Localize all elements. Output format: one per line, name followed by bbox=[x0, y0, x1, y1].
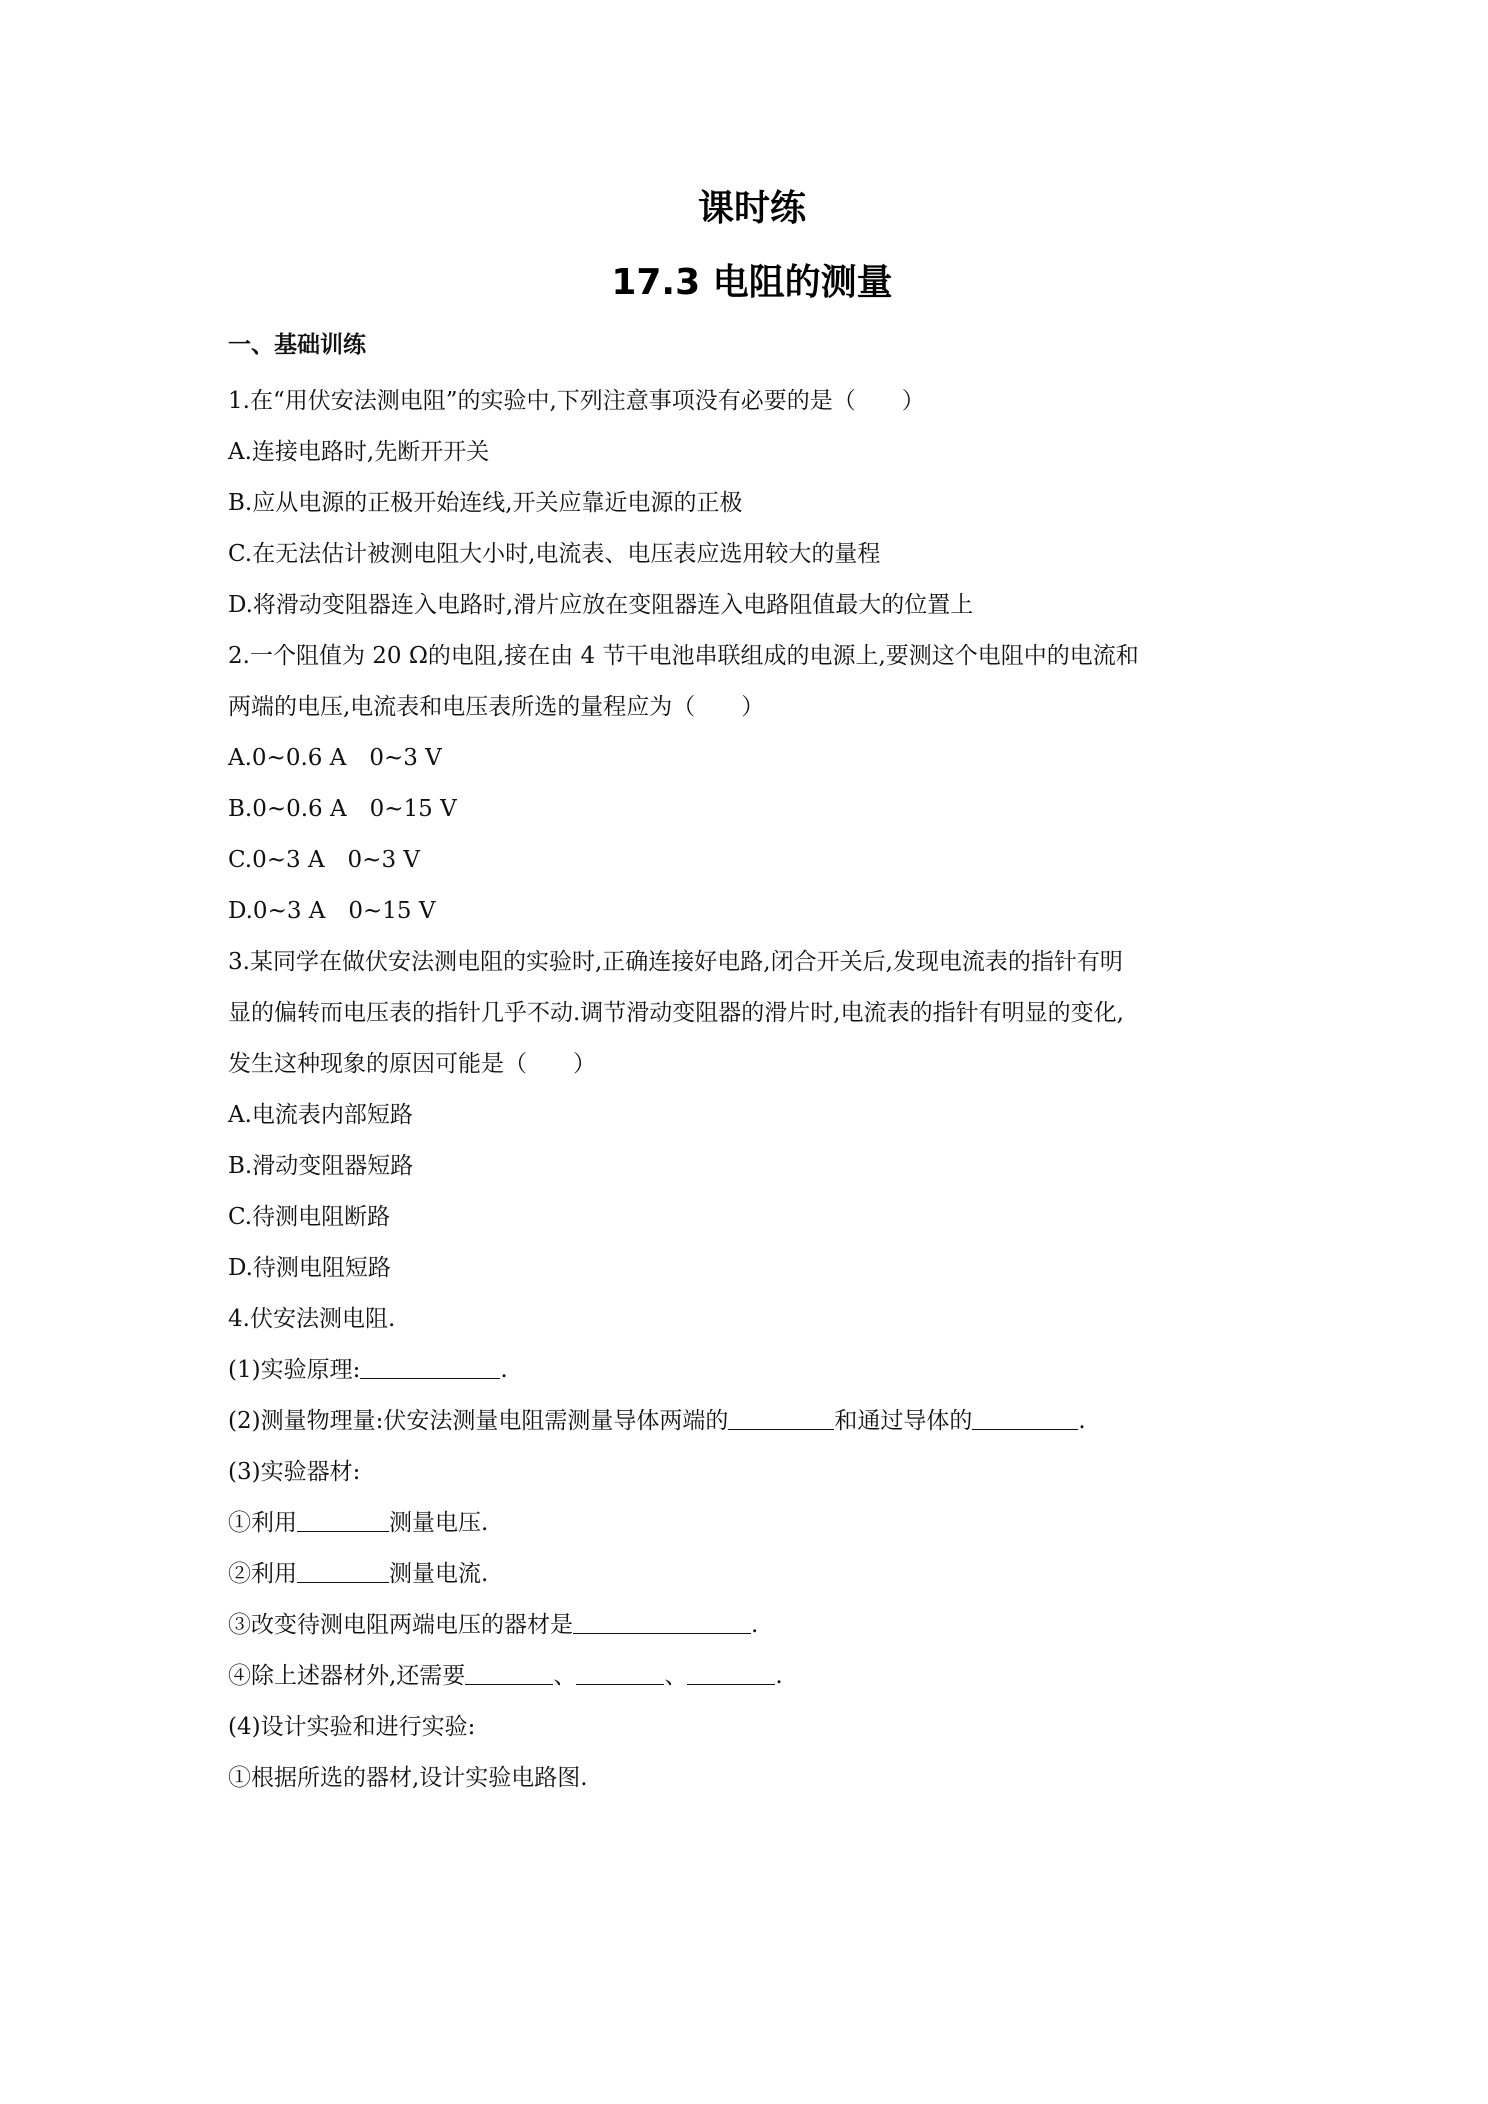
q4-item-2-label: ②利用 bbox=[228, 1561, 297, 1587]
q4-item-3-end: . bbox=[751, 1612, 759, 1638]
q2-option-b: B.0~0.6 A 0~15 V bbox=[228, 796, 457, 822]
q2-stem-line-2: 两端的电压,电流表和电压表所选的量程应为（ ） bbox=[228, 694, 765, 720]
q3-option-d: D.待测电阻短路 bbox=[228, 1255, 391, 1281]
q3-option-a: A.电流表内部短路 bbox=[228, 1102, 413, 1128]
q2-option-d: D.0~3 A 0~15 V bbox=[228, 898, 436, 924]
q3-stem-line-2: 显的偏转而电压表的指针几乎不动.调节滑动变阻器的滑片时,电流表的指针有明显的变化, bbox=[228, 1000, 1124, 1026]
q2-option-a: A.0~0.6 A 0~3 V bbox=[228, 745, 442, 771]
q3-stem-line-3: 发生这种现象的原因可能是（ ） bbox=[228, 1051, 596, 1077]
q4-stem: 4.伏安法测电阻. bbox=[228, 1306, 396, 1332]
answer-blank-extra-2[interactable] bbox=[576, 1658, 664, 1685]
q4-equipment-item-2 bbox=[228, 1549, 1268, 1600]
q4-quantities-end: . bbox=[1078, 1408, 1086, 1434]
q4-quantities-mid: 和通过导体的 bbox=[834, 1408, 973, 1434]
q4-item-4-sep-2: 、 bbox=[664, 1663, 688, 1689]
answer-blank-extra-3[interactable] bbox=[687, 1658, 775, 1685]
q3-option-b: B.滑动变阻器短路 bbox=[228, 1153, 414, 1179]
worksheet-title: 课时练 bbox=[697, 188, 806, 229]
q4-equipment-item-3 bbox=[228, 1600, 1268, 1651]
q1-stem: 1.在“用伏安法测电阻”的实验中,下列注意事项没有必要的是（ ） bbox=[228, 388, 925, 414]
q4-design-heading: (4)设计实验和进行实验: bbox=[228, 1714, 476, 1740]
q4-quantities-label: (2)测量物理量:伏安法测量电阻需测量导体两端的 bbox=[228, 1408, 729, 1434]
q4-item-2-end: 测量电流. bbox=[389, 1561, 489, 1587]
q4-principle-end: . bbox=[500, 1357, 508, 1383]
q4-item-1-end: 测量电压. bbox=[389, 1510, 489, 1536]
answer-blank-rheostat[interactable] bbox=[573, 1607, 751, 1634]
answer-blank-voltmeter[interactable] bbox=[297, 1505, 389, 1532]
q4-quantities-line bbox=[228, 1396, 1268, 1447]
q4-item-4-end: . bbox=[775, 1663, 783, 1689]
q1-option-b: B.应从电源的正极开始连线,开关应靠近电源的正极 bbox=[228, 490, 743, 516]
q4-item-1-label: ①利用 bbox=[228, 1510, 297, 1536]
q3-option-c: C.待测电阻断路 bbox=[228, 1204, 391, 1230]
q4-equipment-item-1 bbox=[228, 1498, 1268, 1549]
q4-item-4-label: ④除上述器材外,还需要 bbox=[228, 1663, 466, 1689]
q1-option-d: D.将滑动变阻器连入电路时,滑片应放在变阻器连入电路阻值最大的位置上 bbox=[228, 592, 974, 618]
q4-design-item-1: ①根据所选的器材,设计实验电路图. bbox=[228, 1765, 588, 1791]
q1-option-c: C.在无法估计被测电阻大小时,电流表、电压表应选用较大的量程 bbox=[228, 541, 881, 567]
answer-blank-voltage-quantity[interactable] bbox=[728, 1403, 834, 1430]
q1-option-a: A.连接电路时,先断开开关 bbox=[228, 439, 490, 465]
q2-stem-line-1: 2.一个阻值为 20 Ω的电阻,接在由 4 节干电池串联组成的电源上,要测这个电阻中的电流和 bbox=[228, 643, 1139, 669]
q2-option-c: C.0~3 A 0~3 V bbox=[228, 847, 421, 873]
q4-item-4-sep-1: 、 bbox=[553, 1663, 577, 1689]
q4-principle-line bbox=[228, 1345, 1268, 1396]
q4-equipment-heading: (3)实验器材: bbox=[228, 1459, 361, 1485]
q4-principle-label: (1)实验原理: bbox=[228, 1357, 361, 1383]
q4-equipment-item-4 bbox=[228, 1651, 1268, 1702]
q3-stem-line-1: 3.某同学在做伏安法测电阻的实验时,正确连接好电路,闭合开关后,发现电流表的指针有明 bbox=[228, 949, 1123, 975]
q4-item-3-label: ③改变待测电阻两端电压的器材是 bbox=[228, 1612, 573, 1638]
answer-blank-ammeter[interactable] bbox=[297, 1556, 389, 1583]
section-heading: 一、基础训练 bbox=[228, 332, 366, 358]
answer-blank-extra-1[interactable] bbox=[465, 1658, 553, 1685]
question-list bbox=[228, 376, 1268, 1804]
answer-blank-principle[interactable] bbox=[360, 1352, 500, 1379]
answer-blank-current-quantity[interactable] bbox=[972, 1403, 1078, 1430]
lesson-title: 17.3 电阻的测量 bbox=[611, 262, 893, 303]
